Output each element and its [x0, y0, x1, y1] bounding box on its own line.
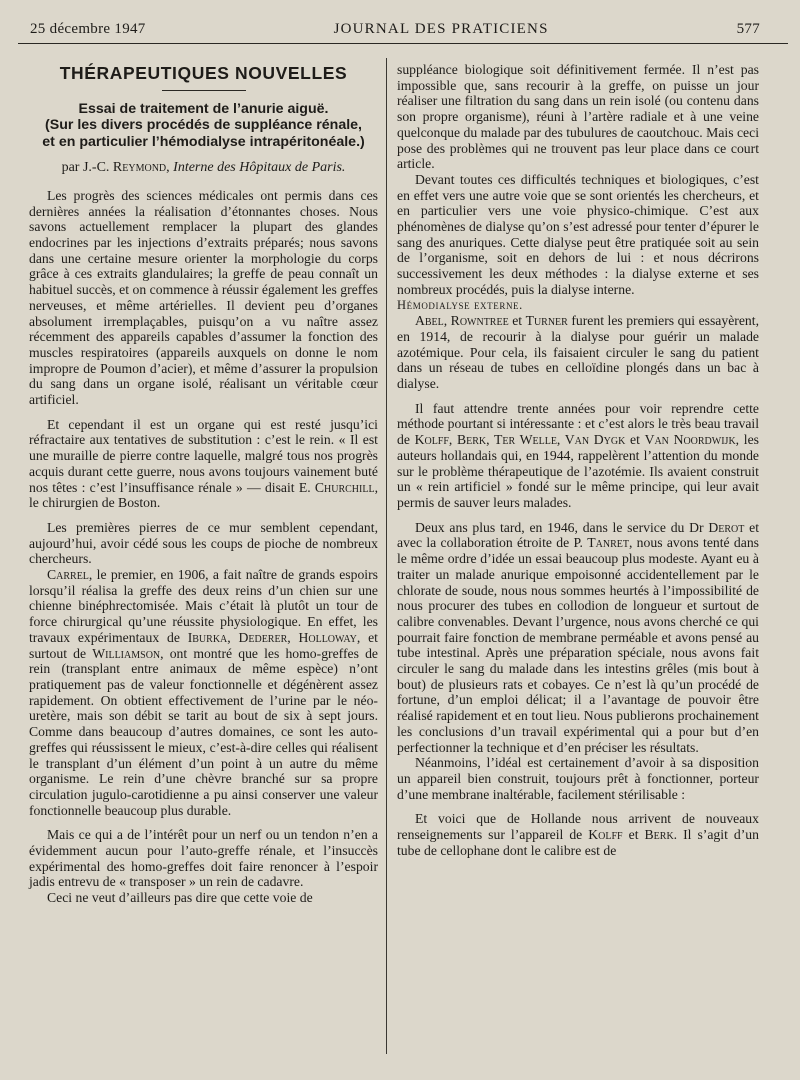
- author-name: Reymond: [112, 160, 167, 176]
- author-names: Iburka, Dederer, Holloway,: [187, 629, 361, 645]
- byline: [29, 160, 378, 176]
- author-name: Carrel: [47, 567, 89, 583]
- header-page-number: 577: [736, 20, 760, 37]
- text-run: , le premier, en 1906, a fait naître de grands espoirs lorsqu’il réalisa la greffe des deux reins d’un chien sur une chienne binéphrectomisée. Mais c’était là plutôt un tour de force chirurgical qu’une réussite physiologique. En effet, les travaux expérimentaux de: [29, 567, 378, 645]
- column-divider: [386, 58, 387, 1054]
- header-journal-title: JOURNAL DES PRATICIENS: [333, 20, 549, 37]
- section-heading: Hémodialyse externe.: [397, 297, 523, 312]
- paragraph: [397, 313, 759, 392]
- text-run: Il faut attendre trente années pour voir reprendre cette méthode pourtant si intéressante : et c’est alors le très beau travail de: [397, 400, 759, 448]
- paragraph: [29, 567, 378, 818]
- author-name: Turner: [525, 313, 568, 329]
- text-run: et: [622, 827, 645, 843]
- section-title: THÉRAPEUTIQUES NOUVELLES: [59, 63, 348, 83]
- author-names: Kolff, Berk, Ter Welle, Van Dygk: [414, 432, 626, 448]
- text-run: Et cependant il est un organe qui est resté jusqu’ici réfractaire aux tentatives de substitution : c’est le rein. « Il est une muraille de pierre contre laquelle, malgré tous nos progrès acquis durant cette guerre, nous avons toujours vainement buté nos têtes : c’est l’insuffisance rénale » — disait E.: [29, 416, 378, 495]
- byline-separator: ,: [166, 160, 174, 176]
- running-header: [30, 16, 760, 42]
- paragraph: [397, 401, 759, 511]
- text-run: et surtout de: [29, 629, 378, 661]
- text-run: furent les premiers qui essayèrent, en 1914, de recourir à la dialyse pour guérir un malade azotémique. Pour cela, ils faisaient circuler le sang du patient dans un réseau de tubes en celloïdine plongés dans un bac à dialyse.: [397, 313, 760, 392]
- text-run: , ont montré que les homo-greffes de rein (transplant entre animaux de même espèce) n’ont pratiquement pas de valeur fonctionnelle et dégénèrent assez rapidement. On obtient effectivement de l’urine par le néo-uretère, mais son débit se tarit au bout de six à sept jours. Comme dans beaucoup d’autres domaines, ce sont les auto-greffes qui réussissent le mieux, c’est-à-dire celles qui réalisent le transplant d’un élément d’un point à un autre du même organisme. Le rein d’une chèvre branché sur sa propre circulation jugulo-carotidienne a pu ainsi conserver une valeur fonctionnelle beaucoup plus durable.: [29, 645, 378, 818]
- text-run: et: [508, 313, 526, 329]
- right-column: [397, 62, 759, 858]
- paragraph: [397, 811, 759, 858]
- subtitle-line: (Sur les divers procédés de suppléance rénale,: [45, 117, 362, 134]
- subtitle-line: Essai de traitement de l’anurie aiguë.: [78, 100, 329, 117]
- paragraph: [397, 520, 759, 756]
- text-run: Deux ans plus tard, en 1946, dans le service du Dr: [415, 519, 709, 535]
- author-affiliation: Interne des Hôpitaux de Paris.: [173, 160, 346, 176]
- text-run: , le chirurgien de Boston.: [29, 479, 378, 511]
- paragraph: Devant toutes ces difficultés techniques et biologiques, c’est en effet vers une autre voie que se sont orientés les chercheurs, et en particulier vers une voie physico-chimique. C’est aux phénomènes de dialyse qu’on s’est adressé pour tenter d’épurer le sang des anuriques. Cette dialyse peut être pratiquée soit au sein de l’organisme, soit en dehors de lui : et nous décrirons successivement les deux méthodes : la dialyse externe et ses nombreux procédés, puis la dialyse interne.: [397, 171, 759, 297]
- author-name: Derot: [708, 519, 745, 535]
- paragraph: Les premières pierres de ce mur semblent cependant, aujourd’hui, avoir cédé sous les coups de pioche de nombreux chercheurs.: [29, 519, 378, 567]
- subtitle-line: et en particulier l’hémodialyse intrapéritonéale.): [42, 133, 365, 150]
- paragraph: Mais ce qui a de l’intérêt pour un nerf ou un tendon n’en a évidemment aucun pour l’auto-greffe rénale, et l’insuccès expérimental des homo-greffes doit faire renoncer à l’espoir jadis entrevu de « transposer » un rein de cadavre.: [29, 827, 378, 890]
- author-name: Churchill: [314, 479, 375, 495]
- author-name: Berk: [644, 827, 674, 843]
- text-run: , les auteurs hollandais qui, en 1944, rappelèrent l’attention du monde sur le problème thérapeutique de l’azotémie. Ils avaient construit un « rein artificiel » fondé sur le même principe, qui leur avait permis de sauver leurs malades.: [397, 432, 759, 510]
- author-name: Kolff: [588, 827, 623, 843]
- header-date: 25 décembre 1947: [30, 20, 146, 37]
- text-run: , nous avons tenté dans le même ordre d’idée un essai beaucoup plus modeste. Ayant eu à traiter un malade anurique empoisonné accidentellement par le chlorate de soude, nous nous sommes heurtés à l’impossibilité de nous procurer des tubes en collodion de longueur et surtout de calibre convenables. Devant l’urgence, nous avons cherché ce qui pourrait faire fonction de membrane perméable et avons pensé au tube intestinal. Après une préparation spéciale, nous avons fait circuler le sang du malade dans les intestins grêles (mis bout à bout) de plusieurs rats et cobayes. Ce n’est là qu’un procédé de fortune, d’un emploi délicat; il a l’avantage de pouvoir être réalisé rapidement et en tout lieu. Nous publierons prochainement les conclusions d’un travail expérimental qui a pour but d’en perfectionner la technique et d’en préciser les résultats.: [397, 535, 760, 755]
- paragraph: Ceci ne veut d’ailleurs pas dire que cette voie de: [47, 890, 313, 906]
- paragraph: Néanmoins, l’idéal est certainement d’avoir à sa disposition un appareil bien construit, toujours prêt à fonctionner, porteur d’une membrane inaltérable, facilement stérilisable :: [397, 755, 759, 802]
- author-name: Van Noordwijk: [644, 432, 736, 448]
- title-rule: [162, 90, 246, 91]
- left-column: [29, 60, 378, 906]
- text-run: . Il s’agit d’un tube de cellophane dont le calibre est de: [397, 827, 759, 858]
- byline-prefix: par J.-C.: [61, 160, 113, 176]
- header-rule: [18, 43, 788, 44]
- text-run: et: [625, 432, 645, 448]
- article-subtitle: [29, 101, 378, 151]
- paragraph: [29, 417, 378, 511]
- author-names: Abel, Rowntree: [415, 313, 509, 329]
- author-name: Williamson: [92, 645, 161, 661]
- paragraph: Les progrès des sciences médicales ont permis dans ces dernières années la réalisation d’étonnantes choses. Nous savons actuellement remplacer la plupart des glandes endocrines par les injections d’extraits préparés; nous savons dans une certaine mesure orienter la morphologie du corps grâce à ces extraits glandulaires; la greffe de peau connaît un habituel succès, et on commence à réussir également les greffes nerveuses, et même artérielles. Il devient peu d’organes absolument irremplaçables, puisqu’on a vu naître assez récemment des appareils capables d’assumer la fonction des muscles respiratoires (appareils auxquels on donne le nom impropre de Poumon d’acier), et même d’assurer la propulsion du sang dans un organe isolé, réalisant un véritable cœur artificiel.: [29, 187, 378, 408]
- text-run: et avec la collaboration étroite de P.: [397, 519, 759, 551]
- paragraph: suppléance biologique soit définitivement fermée. Il n’est pas impossible que, sans recourir à la greffe, on puisse un jour réaliser une filtration du sang dans un rein isolé (ou contenu dans son propre organisme), réuni à l’artère radiale et à une veine quelconque du malade par des tubulures de caoutchouc. Mais ceci pose des problèmes qui ne trouvent pas leur place dans ce court article.: [397, 62, 759, 172]
- text-run: Et voici que de Hollande nous arrivent de nouveaux renseignements sur l’appareil de: [397, 811, 759, 843]
- author-name: Tanret: [587, 535, 629, 551]
